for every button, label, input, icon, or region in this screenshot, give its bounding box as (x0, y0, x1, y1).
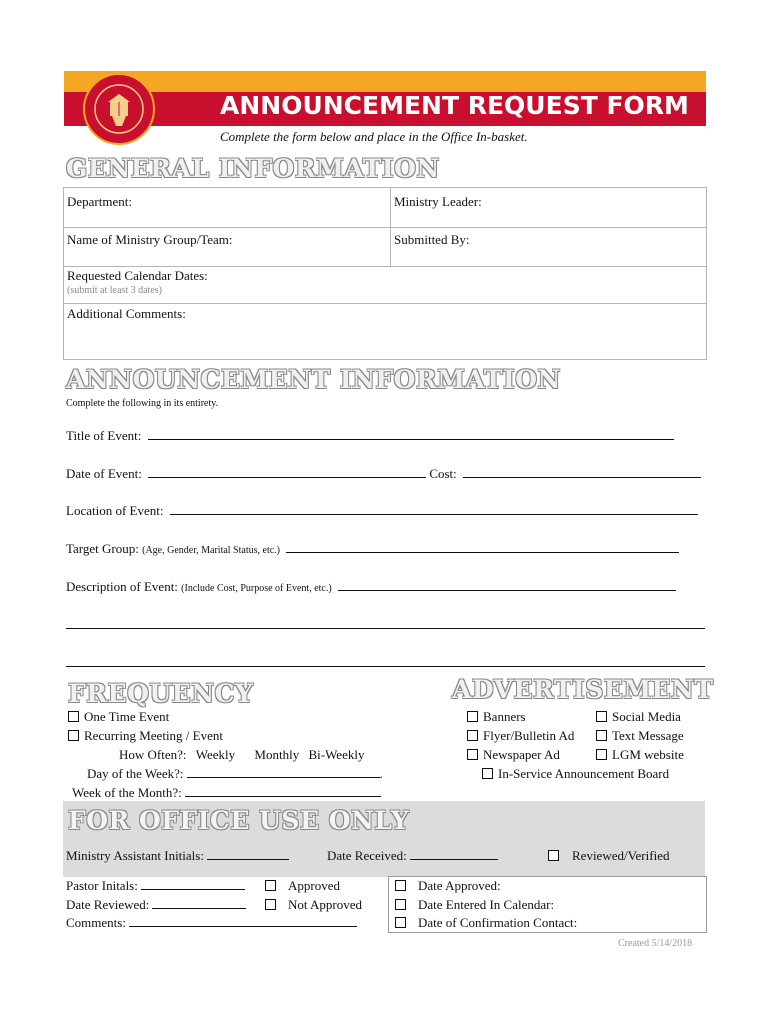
submitted-by-label: Submitted By: (394, 232, 470, 247)
one-time-option[interactable] (68, 709, 169, 725)
lighthouse-logo (82, 72, 156, 146)
day-of-week-field[interactable] (187, 766, 380, 778)
reviewed-verified-label: Reviewed/Verified (572, 848, 670, 863)
pastor-initials-row (66, 878, 245, 894)
week-of-month-row (72, 785, 381, 801)
assistant-initials-field[interactable] (207, 848, 289, 860)
one-time-label: One Time Event (84, 709, 170, 724)
week-of-month-label: Week of the Month?: (72, 785, 182, 800)
text-message-label: Text Message (612, 728, 684, 743)
date-entered-option[interactable] (395, 897, 554, 913)
text-message-checkbox[interactable] (596, 730, 607, 741)
announcement-information-heading: ANNOUNCEMENT INFORMATION (66, 365, 561, 394)
monthly-option[interactable]: Monthly (254, 747, 300, 762)
department-label: Department: (67, 194, 132, 209)
lgm-website-label: LGM website (612, 747, 684, 762)
date-reviewed-field[interactable] (152, 897, 246, 909)
general-info-table (63, 187, 707, 360)
additional-comments-label: Additional Comments: (67, 306, 186, 321)
date-cost-row (66, 466, 701, 482)
banners-label: Banners (483, 709, 526, 724)
banners-checkbox[interactable] (467, 711, 478, 722)
in-service-label: In-Service Announcement Board (498, 766, 670, 781)
title-of-event-field[interactable] (148, 428, 674, 440)
location-label: Location of Event: (66, 503, 164, 518)
title-of-event-row (66, 428, 674, 444)
newspaper-checkbox[interactable] (467, 749, 478, 760)
target-group-row (66, 541, 679, 557)
assistant-initials-row (66, 848, 289, 864)
date-entered-label: Date Entered In Calendar: (418, 897, 555, 912)
description-field[interactable] (338, 579, 676, 591)
date-approved-label: Date Approved: (418, 878, 501, 893)
in-service-option[interactable] (482, 766, 669, 782)
approved-label: Approved (288, 878, 340, 893)
calendar-dates-label: Requested Calendar Dates: (67, 268, 208, 283)
how-often-label: How Often?: (119, 747, 187, 762)
date-of-event-label: Date of Event: (66, 466, 142, 481)
biweekly-option[interactable]: Bi-Weekly (308, 747, 365, 762)
office-comments-label: Comments: (66, 915, 126, 930)
banners-option[interactable] (467, 709, 526, 725)
location-field[interactable] (170, 503, 698, 515)
date-reviewed-label: Date Reviewed: (66, 897, 150, 912)
date-confirmation-checkbox[interactable] (395, 917, 406, 928)
recurring-checkbox[interactable] (68, 730, 79, 741)
social-media-checkbox[interactable] (596, 711, 607, 722)
in-service-checkbox[interactable] (482, 768, 493, 779)
one-time-checkbox[interactable] (68, 711, 79, 722)
reviewed-verified-checkbox[interactable] (548, 850, 559, 861)
form-title: ANNOUNCEMENT REQUEST FORM (220, 91, 689, 120)
announcement-instruction: Complete the following in its entirety. (66, 398, 219, 409)
text-message-option[interactable] (596, 728, 684, 744)
reviewed-verified-option[interactable] (548, 848, 669, 864)
date-received-label: Date Received: (327, 848, 407, 863)
date-confirmation-label: Date of Confirmation Contact: (418, 915, 578, 930)
general-information-heading: GENERAL INFORMATION (66, 154, 440, 183)
calendar-dates-note: (submit at least 3 dates) (67, 285, 162, 296)
not-approved-checkbox[interactable] (265, 899, 276, 910)
date-approved-checkbox[interactable] (395, 880, 406, 891)
target-group-field[interactable] (286, 541, 679, 553)
date-confirmation-option[interactable] (395, 915, 577, 931)
not-approved-label: Not Approved (288, 897, 363, 912)
date-entered-checkbox[interactable] (395, 899, 406, 910)
lgm-website-option[interactable] (596, 747, 684, 763)
flyer-checkbox[interactable] (467, 730, 478, 741)
date-received-row (327, 848, 498, 864)
office-comments-row (66, 915, 357, 931)
recurring-option[interactable] (68, 728, 223, 744)
advertisement-heading: ADVERTISEMENT (452, 675, 714, 704)
office-use-heading: FOR OFFICE USE ONLY (68, 806, 410, 835)
office-comments-field[interactable] (129, 915, 357, 927)
flyer-label: Flyer/Bulletin Ad (483, 728, 575, 743)
not-approved-option[interactable] (265, 897, 362, 913)
pastor-initials-label: Pastor Initals: (66, 878, 138, 893)
ministry-leader-label: Ministry Leader: (394, 194, 482, 209)
form-subtitle: Complete the form below and place in the Office In-basket. (220, 129, 528, 144)
date-reviewed-row (66, 897, 246, 913)
newspaper-label: Newspaper Ad (483, 747, 560, 762)
location-row (66, 503, 698, 519)
day-of-week-label: Day of the Week?: (87, 766, 184, 781)
target-group-label: Target Group: (66, 541, 139, 556)
flyer-option[interactable] (467, 728, 574, 744)
approved-option[interactable] (265, 878, 340, 894)
approved-checkbox[interactable] (265, 880, 276, 891)
description-line-2[interactable] (66, 628, 705, 629)
cost-label: Cost: (429, 466, 457, 481)
date-of-event-field[interactable] (148, 466, 426, 478)
created-date: Created 5/14/2018 (618, 938, 693, 949)
recurring-label: Recurring Meeting / Event (84, 728, 223, 743)
description-row (66, 579, 676, 595)
assistant-initials-label: Ministry Assistant Initials: (66, 848, 204, 863)
description-note: (Include Cost, Purpose of Event, etc.) (181, 583, 332, 594)
newspaper-option[interactable] (467, 747, 560, 763)
week-of-month-field[interactable] (185, 785, 381, 797)
how-often-row (119, 747, 364, 763)
day-of-week-row: Day of the Week?: . (87, 766, 383, 781)
title-of-event-label: Title of Event: (66, 428, 142, 443)
target-group-note: (Age, Gender, Marital Status, etc.) (142, 545, 280, 556)
group-team-label: Name of Ministry Group/Team: (67, 232, 233, 247)
weekly-option[interactable]: Weekly (195, 747, 236, 762)
social-media-label: Social Media (612, 709, 681, 724)
cost-field[interactable] (463, 466, 701, 478)
frequency-heading: FREQUENCY (68, 679, 254, 708)
description-line-3[interactable] (66, 666, 705, 667)
date-approved-option[interactable] (395, 878, 501, 894)
lgm-website-checkbox[interactable] (596, 749, 607, 760)
date-received-field[interactable] (410, 848, 498, 860)
header-orange-band (64, 71, 706, 92)
description-label: Description of Event: (66, 579, 178, 594)
pastor-initials-field[interactable] (141, 878, 245, 890)
social-media-option[interactable] (596, 709, 681, 725)
